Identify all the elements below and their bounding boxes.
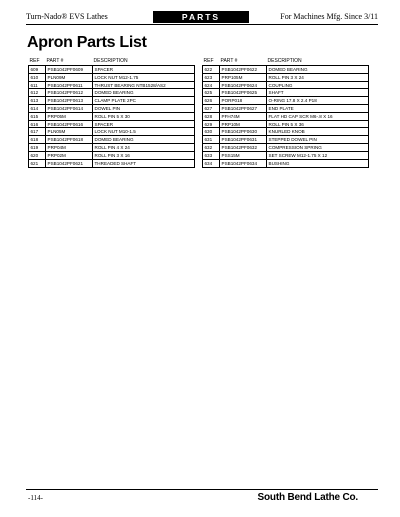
- cell-ref: 625: [203, 89, 220, 96]
- cell-description: SHAFT: [268, 90, 284, 96]
- cell-description: ROLL PIN 3 X 16: [94, 152, 130, 158]
- cell-part-number: PRP05M: [46, 113, 93, 120]
- cell-description: SPACER: [94, 121, 114, 127]
- cell-ref: 634: [203, 160, 220, 168]
- cell-ref: 633: [203, 152, 220, 159]
- cell-ref: 619: [29, 144, 46, 151]
- table-row: [29, 121, 194, 129]
- cell-part-number: PRP02M: [46, 152, 93, 159]
- cell-description: ROLL PIN 5 X 30: [94, 113, 130, 119]
- cell-description: LOCK NUT M10-1.5: [94, 129, 136, 135]
- cell-description: FLAT HD CAP SCR M6-.8 X 16: [268, 113, 333, 119]
- cell-part-number: PSB1042PF0618: [46, 136, 93, 143]
- col-part-header: PART #: [46, 58, 64, 64]
- table-row: [29, 128, 194, 136]
- cell-description: COUPLING: [268, 82, 293, 88]
- cell-ref: 620: [29, 152, 46, 159]
- table-body: [28, 65, 195, 168]
- cell-part-number: PSB1042PF0622: [220, 66, 267, 73]
- cell-ref: 609: [29, 66, 46, 73]
- table-row: [203, 152, 368, 160]
- cell-part-number: PSB1042PF0616: [46, 121, 93, 128]
- table-row: [29, 160, 194, 168]
- parts-table-right: [202, 57, 369, 168]
- cell-ref: 611: [29, 82, 46, 89]
- table-row: [203, 66, 368, 74]
- table-body: [202, 65, 369, 168]
- cell-description: SPACER: [94, 67, 114, 72]
- table-row: [29, 89, 194, 97]
- header-rule: [26, 24, 378, 25]
- table-row: [203, 89, 368, 97]
- col-desc-header: DESCRIPTION: [93, 58, 128, 64]
- page-title: Apron Parts List: [27, 34, 147, 51]
- page-number: -114-: [28, 494, 43, 502]
- table-row: [203, 97, 368, 105]
- cell-part-number: PSB1042PF0634: [220, 160, 267, 168]
- table-row: [203, 74, 368, 82]
- table-row: [29, 152, 194, 160]
- cell-ref: 610: [29, 74, 46, 81]
- cell-description: DOWEL PIN: [94, 105, 121, 111]
- cell-part-number: PRP10M: [220, 121, 267, 128]
- cell-ref: 624: [203, 82, 220, 89]
- cell-description: DOMED BEARING: [94, 90, 134, 96]
- cell-description: THRUST BEARING NTB1528/AS2: [94, 82, 166, 88]
- col-desc-header: DESCRIPTION: [267, 58, 302, 64]
- table-row: [29, 113, 194, 121]
- header-mfg-date: For Machines Mfg. Since 3/11: [280, 12, 378, 21]
- table-row: [203, 113, 368, 121]
- table-row: [203, 160, 368, 168]
- table-row: [203, 144, 368, 152]
- cell-description: ROLL PIN 5 X 36: [268, 121, 304, 127]
- cell-ref: 630: [203, 128, 220, 135]
- cell-description: KNURLED KNOB: [268, 129, 305, 135]
- parts-table-left: [28, 57, 195, 168]
- cell-description: THREADED SHAFT: [94, 160, 137, 166]
- cell-part-number: PSB1042PF0609: [46, 66, 93, 73]
- table-row: [203, 136, 368, 144]
- cell-ref: 622: [203, 66, 220, 73]
- cell-part-number: PSB1042PF0627: [220, 105, 267, 112]
- cell-part-number: PSB1042PF0631: [220, 136, 267, 143]
- table-row: [203, 82, 368, 90]
- cell-part-number: PORP018: [220, 97, 267, 104]
- cell-part-number: PSB1042PF0614: [46, 105, 93, 112]
- cell-part-number: PSB1042PF0624: [220, 82, 267, 89]
- cell-part-number: PSS15M: [220, 152, 267, 159]
- page-header: [26, 11, 378, 23]
- cell-ref: 615: [29, 113, 46, 120]
- table-row: [203, 121, 368, 129]
- footer-rule: [26, 489, 378, 490]
- cell-description: END PLATE: [268, 105, 294, 111]
- cell-description: ROLL PIN 3 X 24: [268, 74, 304, 80]
- cell-description: SET SCREW M12-1.75 X 12: [268, 152, 328, 158]
- cell-part-number: PFH74M: [220, 113, 267, 120]
- cell-ref: 614: [29, 105, 46, 112]
- cell-part-number: PSB1042PF0632: [220, 144, 267, 151]
- cell-ref: 616: [29, 121, 46, 128]
- cell-ref: 627: [203, 105, 220, 112]
- cell-ref: 617: [29, 128, 46, 135]
- cell-ref: 618: [29, 136, 46, 143]
- cell-description: ROLL PIN 4 X 24: [94, 144, 130, 150]
- cell-ref: 632: [203, 144, 220, 151]
- cell-part-number: PLN05M: [46, 128, 93, 135]
- table-row: [29, 136, 194, 144]
- cell-description: CLAMP PLATE 2PC: [94, 98, 136, 104]
- table-row: [29, 105, 194, 113]
- table-row: [29, 97, 194, 105]
- cell-ref: 626: [203, 97, 220, 104]
- cell-ref: 623: [203, 74, 220, 81]
- cell-part-number: PRP105M: [220, 74, 267, 81]
- cell-description: COMPRESSION SPRING: [268, 144, 322, 150]
- cell-part-number: PSB1042PF0611: [46, 82, 93, 89]
- cell-ref: 612: [29, 89, 46, 96]
- cell-description: STEPPED DOWEL PIN: [268, 137, 317, 143]
- table-row: [29, 74, 194, 82]
- col-ref-header: REF: [203, 58, 214, 64]
- cell-ref: 621: [29, 160, 46, 168]
- table-row: [29, 66, 194, 74]
- cell-ref: 628: [203, 113, 220, 120]
- cell-part-number: PSB1042PF0612: [46, 89, 93, 96]
- cell-description: BUSHING: [268, 160, 290, 166]
- cell-part-number: PSB1042PF0621: [46, 160, 93, 168]
- brand-logo-text: South Bend Lathe Co.: [257, 492, 358, 503]
- col-part-header: PART #: [220, 58, 238, 64]
- cell-ref: 631: [203, 136, 220, 143]
- cell-ref: 629: [203, 121, 220, 128]
- cell-description: DOMED BEARING: [94, 137, 134, 143]
- table-row: [29, 82, 194, 90]
- table-row: [203, 105, 368, 113]
- table-header: [28, 57, 195, 65]
- cell-part-number: PSB1042PF0625: [220, 89, 267, 96]
- table-header: [202, 57, 369, 65]
- table-row: [29, 144, 194, 152]
- cell-description: O-RING 17.8 X 2.4 P18: [268, 98, 317, 104]
- header-model: Turn-Nado® EVS Lathes: [26, 12, 108, 21]
- header-section-label: PARTS: [153, 11, 249, 23]
- cell-description: DOMED BEARING: [268, 67, 308, 72]
- col-ref-header: REF: [29, 58, 40, 64]
- cell-part-number: PSB1042PF0613: [46, 97, 93, 104]
- cell-description: LOCK NUT M12-1.75: [94, 74, 139, 80]
- cell-part-number: PSB1042PF0630: [220, 128, 267, 135]
- cell-ref: 613: [29, 97, 46, 104]
- table-row: [203, 128, 368, 136]
- cell-part-number: PLN09M: [46, 74, 93, 81]
- cell-part-number: PRP04M: [46, 144, 93, 151]
